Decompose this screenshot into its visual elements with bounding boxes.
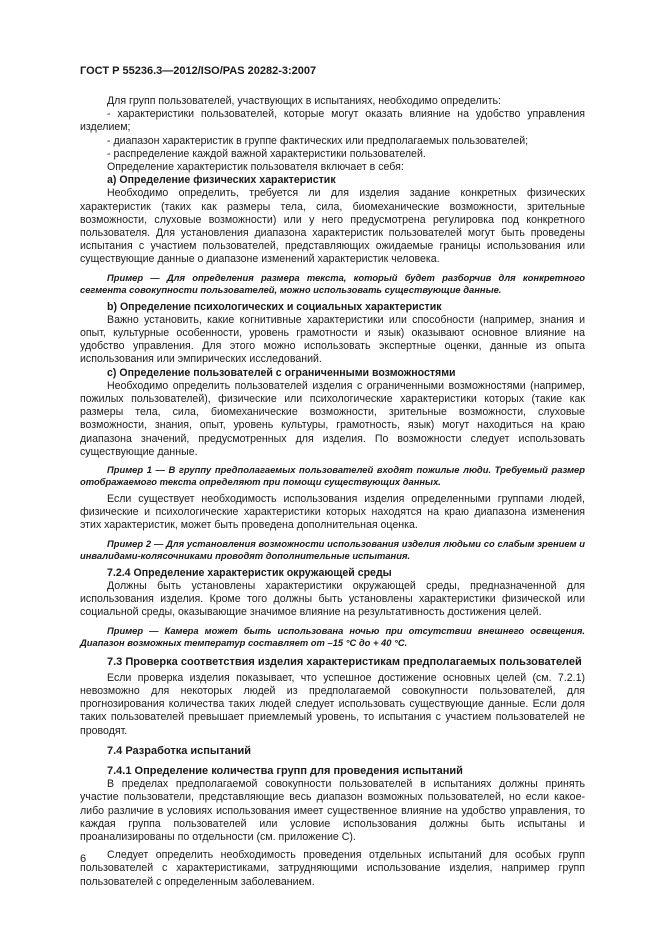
page-content	[80, 95, 585, 889]
heading-c: c) Определение пользователей с ограниченными возможностями	[107, 366, 456, 379]
paragraph-7-4-1-b: Следует определить необходимость проведения отдельных испытаний для особых групп пользователей с характеристиками, затрудняющими использование изделия, например групп пользователей с определенным заболеванием.	[80, 849, 585, 888]
example-c-1: Пример 1 — В группу предполагаемых пользователей входят пожилые люди. Требуемый размер отображаемого текста определяют при помощи существующих данных.	[80, 464, 585, 488]
heading-b: b) Определение психологических и социальных характеристик	[107, 300, 442, 313]
heading-7-4-1: 7.4.1 Определение количества групп для проведения испытаний	[107, 764, 463, 777]
heading-a: a) Определение физических характеристик	[107, 174, 336, 187]
intro-paragraph: Для групп пользователей, участвующих в испытаниях, необходимо определить:	[107, 95, 501, 107]
page-number: 6	[80, 853, 87, 865]
paragraph-b: Важно установить, какие когнитивные характеристики или способности (например, знания и опыт, культурные особенности, уровень грамотности и язык) оказывают основное влияние на удобство управления. Для этого можно использовать экспертные оценки, данные из опыта использования или эмпирических исследований.	[80, 313, 585, 366]
paragraph-7-4-1-a: В пределах предполагаемой совокупности пользователей в испытаниях должны принять участие пользователи, представляющие весь диапазон возможных пользователей, но если какое-либо различие в условиях использования имеет существенное влияние на удобство управления, то каждая группа пользователей или условие использования должны быть испытаны и проанализированы по отдельности (см. приложение С).	[80, 778, 585, 843]
paragraph-c-2: Если существует необходимость использования изделия определенными группами людей, физические и психологические характеристики которых находятся на краю диапазона изменения этих характеристик, может быть проведена дополнительная оценка.	[80, 493, 585, 532]
definition-intro: Определение характеристик пользователя включает в себя:	[107, 161, 404, 174]
list-item: - характеристики пользователей, которые могут оказать влияние на удобство управления изделием;	[80, 108, 585, 134]
paragraph-7-2-4: Должны быть установлены характеристики окружающей среды, предназначенной для использования изделия. Кроме того должны быть установлены характеристики физической или социальной среды, оказывающие значимое влияние на результативность достижения целей.	[80, 579, 585, 619]
standard-header: ГОСТ Р 55236.3—2012/ISO/PAS 20282-3:2007	[80, 65, 317, 77]
paragraph-7-3: Если проверка изделия показывает, что успешное достижение основных целей (см. 7.2.1) невозможно для некоторых людей из предполагаемой совокупности пользователей, для прогнозирования количества таких людей следует использовать существующие данные. Если доля таких пользователей превышает приемлемый уровень, то испытания с участием пользователей не проводят.	[80, 671, 585, 737]
heading-7-3: 7.3 Проверка соответствия изделия характеристикам предполагаемых пользователей	[107, 655, 582, 668]
list-item: - распределение каждой важной характеристики пользователей.	[107, 147, 426, 160]
paragraph-c: Необходимо определить пользователей изделия с ограниченными возможностями (например, пожилых пользователей), физические или психологические характеристики которых (такие как размеры тела, сила, биомеханические возможности, зрительные возможности, слуховые возможности, знания, опыт, уровень культуры, грамотность, язык) могут находиться на краю диапазона значений, предусмотренных для изделия. По возможности следует использовать существующие данные.	[80, 379, 585, 458]
list-item: - диапазон характеристик в группе фактических или предполагаемых пользователей;	[107, 134, 529, 147]
example-a: Пример — Для определения размера текста, который будет разборчив для конкретного сегмента совокупности пользователей, можно использовать существующие данные.	[80, 271, 585, 295]
heading-7-4: 7.4 Разработка испытаний	[107, 744, 251, 757]
paragraph-a: Необходимо определить, требуется ли для изделия задание конкретных физических характеристик (таких как размеры тела, сила, биомеханические возможности, зрительные возможности, слуховые возможности) или у него предусмотрена регулировка под конкретного пользователя. Для установления диапазона характеристик пользователей могут быть проведены испытания с участием пользователей, представляющих ожидаемые границы использования или существующие данные о диапазоне изменений характеристик человека.	[80, 187, 585, 266]
heading-7-2-4: 7.2.4 Определение характеристик окружающей среды	[107, 566, 392, 579]
example-7-2-4: Пример — Камера может быть использована ночью при отсутствии внешнего освещения. Диапазон возможных температур составляет от –15 °C до + 40 °C.	[80, 624, 585, 648]
example-c-2: Пример 2 — Для установления возможности использования изделия людьми со слабым зрением и инвалидами-колясочниками проводят дополнительные испытания.	[80, 537, 585, 561]
